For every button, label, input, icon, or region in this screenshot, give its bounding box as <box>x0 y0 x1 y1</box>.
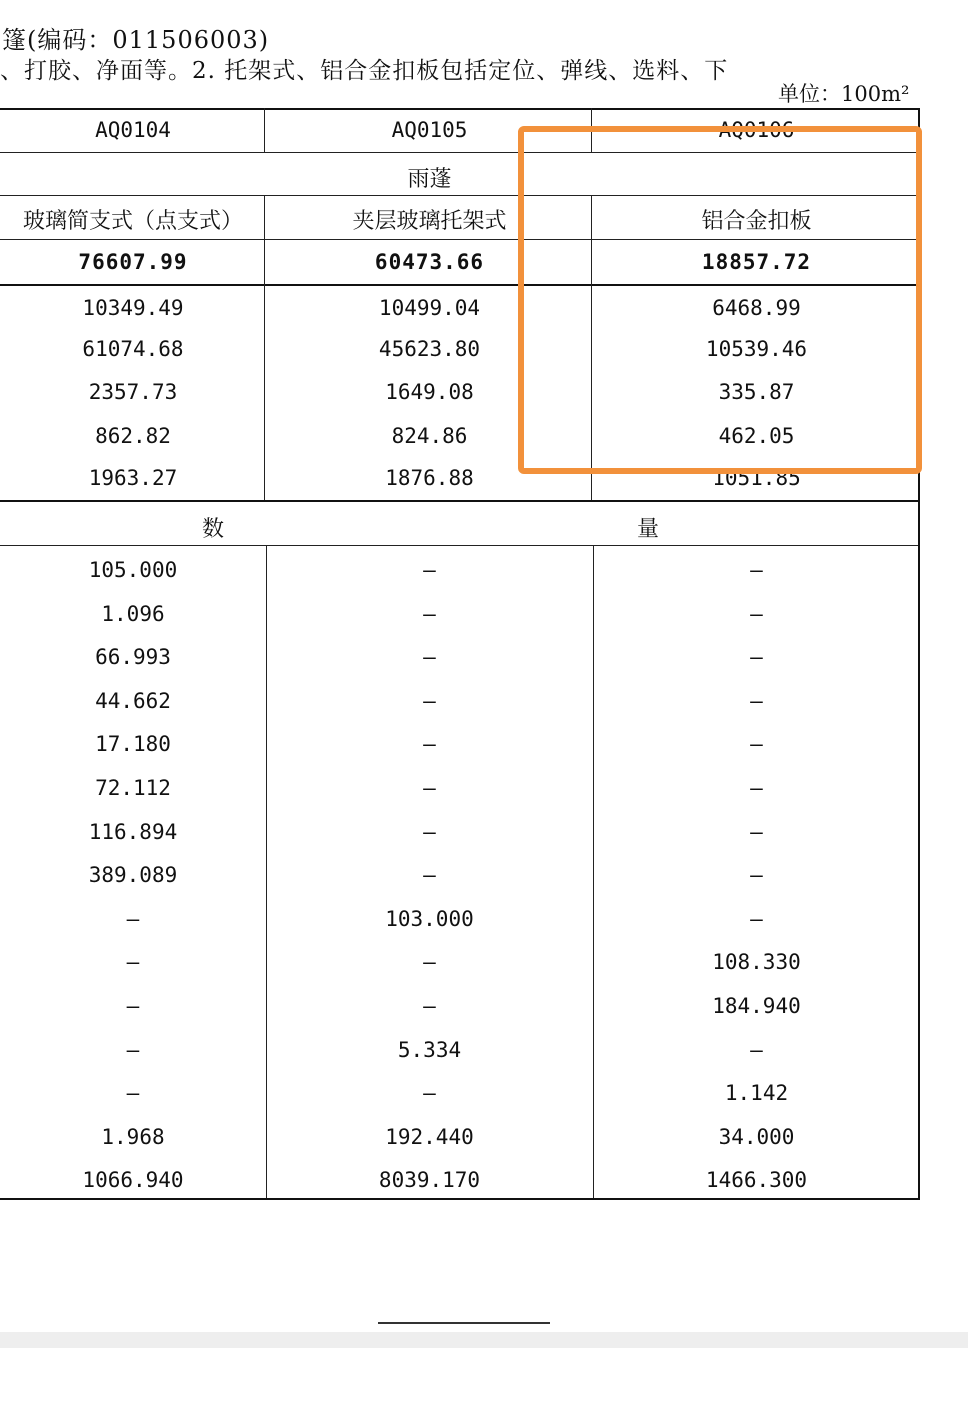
cost-cell: 6468.99 <box>712 296 801 320</box>
total-cell: 76607.99 <box>78 250 188 274</box>
qty-cell: — <box>423 776 436 800</box>
qty-cell: — <box>423 689 436 713</box>
qty-cell: — <box>750 602 763 626</box>
total-cell: 18857.72 <box>701 250 812 274</box>
cost-cell: 10539.46 <box>705 337 808 361</box>
unit-label: 单位：100m² <box>778 82 910 106</box>
qty-cell: 72.112 <box>95 776 171 800</box>
qty-cell: — <box>423 820 436 844</box>
qty-cell: 1466.300 <box>705 1168 808 1192</box>
qty-cell: — <box>750 732 763 756</box>
qty-label-left: 数 <box>201 517 224 542</box>
cost-cell: 1876.88 <box>385 466 474 490</box>
table-rule <box>0 108 920 110</box>
cost-cell: 10499.04 <box>378 296 481 320</box>
footer-rule <box>378 1322 550 1324</box>
qty-cell: — <box>423 863 436 887</box>
qty-cell: — <box>423 1081 436 1105</box>
highlight-box <box>518 126 922 474</box>
qty-cell: — <box>126 907 140 931</box>
table-rule <box>0 545 920 546</box>
cost-cell: 462.05 <box>718 424 795 448</box>
table-rule <box>0 1198 920 1200</box>
cost-cell: 862.82 <box>95 424 171 448</box>
qty-cell: 192.440 <box>385 1125 474 1149</box>
qty-cell: 66.993 <box>95 645 171 669</box>
qty-cell: 184.940 <box>712 994 801 1018</box>
qty-cell: — <box>750 645 763 669</box>
qty-cell: 103.000 <box>385 907 474 931</box>
qty-cell: 1066.940 <box>82 1168 184 1192</box>
table-rule <box>0 500 920 502</box>
cost-cell: 335.87 <box>718 380 795 404</box>
qty-cell: — <box>423 645 436 669</box>
page-title: 篷(编码：011506003) <box>2 26 270 54</box>
qty-cell: — <box>750 907 763 931</box>
qty-cell: — <box>126 950 140 974</box>
cost-cell: 61074.68 <box>82 337 184 361</box>
qty-cell: 17.180 <box>95 732 171 756</box>
group-label: 雨蓬 <box>407 167 452 192</box>
cost-cell: 1963.27 <box>88 466 178 490</box>
cost-cell: 2357.73 <box>88 380 178 404</box>
qty-cell: 1.142 <box>724 1081 789 1105</box>
qty-cell: — <box>423 950 436 974</box>
qty-cell: — <box>126 1081 140 1105</box>
qty-cell: — <box>423 994 436 1018</box>
type-cell: 玻璃简支式（点支式） <box>22 209 243 234</box>
qty-cell: — <box>423 558 436 582</box>
code-cell: AQ0106 <box>718 118 795 142</box>
qty-cell: — <box>750 863 763 887</box>
qty-cell: 105.000 <box>88 558 178 582</box>
qty-label-right: 量 <box>636 517 659 542</box>
footer-band <box>0 1332 968 1348</box>
cost-cell: 1649.08 <box>385 380 474 404</box>
qty-cell: 44.662 <box>95 689 171 713</box>
qty-cell: — <box>126 994 140 1018</box>
qty-cell: — <box>750 776 763 800</box>
qty-cell: 8039.170 <box>378 1168 481 1192</box>
qty-cell: — <box>423 602 436 626</box>
qty-cell: 1.968 <box>101 1125 165 1149</box>
qty-cell: — <box>750 820 763 844</box>
qty-cell: 5.334 <box>397 1038 462 1062</box>
qty-cell: — <box>126 1038 140 1062</box>
qty-cell: 1.096 <box>101 602 165 626</box>
type-cell: 夹层玻璃托架式 <box>352 209 507 234</box>
cost-cell: 45623.80 <box>378 337 481 361</box>
qty-cell: 34.000 <box>718 1125 795 1149</box>
qty-cell: — <box>423 732 436 756</box>
qty-cell: 389.089 <box>88 863 178 887</box>
type-cell: 铝合金扣板 <box>701 209 812 234</box>
qty-cell: — <box>750 558 763 582</box>
cost-cell: 1051.85 <box>712 466 801 490</box>
qty-cell: — <box>750 1038 763 1062</box>
qty-cell: 116.894 <box>88 820 178 844</box>
total-cell: 60473.66 <box>374 250 485 274</box>
cost-cell: 824.86 <box>391 424 468 448</box>
cost-cell: 10349.49 <box>82 296 184 320</box>
code-cell: AQ0104 <box>95 118 171 142</box>
code-cell: AQ0105 <box>391 118 468 142</box>
page-subtitle: 、打胶、净面等。2. 托架式、铝合金扣板包括定位、弹线、选料、下 <box>0 58 729 84</box>
qty-cell: — <box>750 689 763 713</box>
qty-cell: 108.330 <box>712 950 801 974</box>
